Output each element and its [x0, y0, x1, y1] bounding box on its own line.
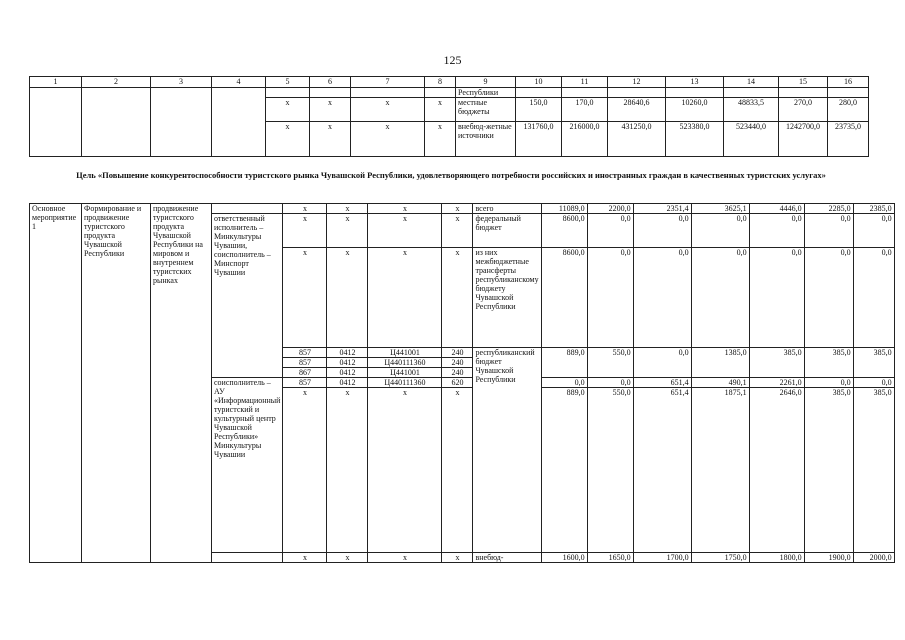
- value-cell: 2385,0: [853, 204, 894, 214]
- value-cell: 385,0: [853, 348, 894, 378]
- value-cell: 651,4: [633, 378, 691, 388]
- cell: 0412: [327, 378, 368, 388]
- value-cell: 0,0: [541, 378, 587, 388]
- value-cell: 280,0: [828, 98, 869, 122]
- value-cell: 28640,6: [608, 98, 666, 122]
- value-cell: 1700,0: [633, 553, 691, 563]
- cell: х: [266, 98, 310, 122]
- cell: х: [442, 553, 473, 563]
- cell: х: [310, 122, 351, 157]
- cell: х: [425, 122, 456, 157]
- value-cell: 1900,0: [804, 553, 853, 563]
- value-cell: 216000,0: [562, 122, 608, 157]
- cell: Ц441001: [368, 368, 442, 378]
- value-cell: 651,4: [633, 388, 691, 553]
- cell: х: [327, 553, 368, 563]
- value-cell: 4446,0: [749, 204, 804, 214]
- source-label: из них межбюджетные трансферты республиканскому бюджету Чувашской Республики: [473, 248, 541, 348]
- activity-description: продвижение туристского продукта Чувашской Республики на мировом и внутреннем туристских рынках: [151, 204, 212, 563]
- value-cell: 1650,0: [587, 553, 633, 563]
- value-cell: 550,0: [587, 348, 633, 378]
- value-cell: 2000,0: [853, 553, 894, 563]
- header-cell: 11: [562, 77, 608, 88]
- table-row: [30, 204, 895, 214]
- cell: х: [283, 388, 327, 553]
- cell: х: [425, 98, 456, 122]
- cell: 240: [442, 348, 473, 358]
- cell: х: [368, 248, 442, 348]
- value-cell: 0,0: [587, 248, 633, 348]
- value-cell: 385,0: [804, 348, 853, 378]
- table-row: [30, 88, 869, 98]
- value-cell: 2285,0: [804, 204, 853, 214]
- value-cell: 385,0: [804, 388, 853, 553]
- cell: х: [327, 204, 368, 214]
- header-cell: 3: [151, 77, 212, 88]
- activity-title: Формирование и продвижение туристского продукта Чувашской Республики: [82, 204, 151, 563]
- cell: х: [368, 204, 442, 214]
- source-label: внебюд-: [473, 553, 541, 563]
- cell: х: [283, 214, 327, 248]
- value-cell: 48833,5: [724, 98, 779, 122]
- value-cell: 0,0: [749, 214, 804, 248]
- source-label: местные бюджеты: [456, 98, 516, 122]
- header-cell: 15: [779, 77, 828, 88]
- header-cell: 9: [456, 77, 516, 88]
- value-cell: 0,0: [749, 248, 804, 348]
- header-cell: 1: [30, 77, 82, 88]
- cell: 867: [283, 368, 327, 378]
- header-cell: 14: [724, 77, 779, 88]
- cell: х: [283, 204, 327, 214]
- cell: х: [442, 214, 473, 248]
- value-cell: 0,0: [587, 378, 633, 388]
- value-cell: 385,0: [749, 348, 804, 378]
- value-cell: 2646,0: [749, 388, 804, 553]
- cell: Ц440111360: [368, 378, 442, 388]
- cell: х: [266, 122, 310, 157]
- cell: х: [368, 214, 442, 248]
- value-cell: 170,0: [562, 98, 608, 122]
- co-executor: соисполнитель – АУ «Информационный туристский и культурный центр Чувашской Республики» Минкультуры Чувашии: [212, 378, 283, 553]
- responsible-executor: ответственный исполнитель – Минкультуры Чувашии, соисполнитель – Минспорт Чувашии: [212, 214, 283, 378]
- value-cell: 0,0: [691, 214, 749, 248]
- cell: х: [327, 248, 368, 348]
- cell: Ц441001: [368, 348, 442, 358]
- value-cell: 1800,0: [749, 553, 804, 563]
- value-cell: 2351,4: [633, 204, 691, 214]
- value-cell: 23735,0: [828, 122, 869, 157]
- cell: х: [442, 248, 473, 348]
- header-cell: 5: [266, 77, 310, 88]
- cell: х: [351, 98, 425, 122]
- header-cell: 13: [666, 77, 724, 88]
- value-cell: 11089,0: [541, 204, 587, 214]
- value-cell: 0,0: [804, 378, 853, 388]
- header-cell: 16: [828, 77, 869, 88]
- value-cell: 0,0: [853, 378, 894, 388]
- value-cell: 2200,0: [587, 204, 633, 214]
- value-cell: 889,0: [541, 348, 587, 378]
- value-cell: 431250,0: [608, 122, 666, 157]
- cell: 0412: [327, 358, 368, 368]
- header-cell: 7: [351, 77, 425, 88]
- header-row: [30, 77, 869, 88]
- value-cell: 8600,0: [541, 248, 587, 348]
- value-cell: 0,0: [587, 214, 633, 248]
- source-label: всего: [473, 204, 541, 214]
- value-cell: 523380,0: [666, 122, 724, 157]
- source-label: внебюд-жетные источники: [456, 122, 516, 157]
- value-cell: 131760,0: [516, 122, 562, 157]
- header-cell: 2: [82, 77, 151, 88]
- value-cell: 0,0: [633, 348, 691, 378]
- cell: Ц440111360: [368, 358, 442, 368]
- value-cell: 270,0: [779, 98, 828, 122]
- value-cell: 0,0: [633, 214, 691, 248]
- budget-table-main: [29, 203, 895, 563]
- goal-heading: Цель «Повышение конкурентоспособности туристского рынка Чувашской Республики, удовлетворяющего потребности российских и иностранных граждан в качественных туристских услугах»: [76, 170, 826, 180]
- cell: 0412: [327, 348, 368, 358]
- cell: 0412: [327, 368, 368, 378]
- header-cell: 8: [425, 77, 456, 88]
- source-label: республиканский бюджет Чувашской Республики: [473, 348, 541, 553]
- value-cell: 1242700,0: [779, 122, 828, 157]
- value-cell: 0,0: [804, 248, 853, 348]
- value-cell: 889,0: [541, 388, 587, 553]
- cell: 240: [442, 358, 473, 368]
- cell: х: [310, 98, 351, 122]
- cell: х: [283, 248, 327, 348]
- value-cell: 1875,1: [691, 388, 749, 553]
- cell: 620: [442, 378, 473, 388]
- cell: 857: [283, 378, 327, 388]
- source-label: Республики: [456, 88, 516, 98]
- value-cell: 1750,0: [691, 553, 749, 563]
- cell: х: [368, 388, 442, 553]
- cell: х: [327, 214, 368, 248]
- value-cell: 523440,0: [724, 122, 779, 157]
- cell: х: [442, 204, 473, 214]
- page-number: 125: [443, 53, 462, 67]
- value-cell: 3625,1: [691, 204, 749, 214]
- value-cell: 10260,0: [666, 98, 724, 122]
- header-cell: 6: [310, 77, 351, 88]
- header-cell: 4: [212, 77, 266, 88]
- value-cell: 150,0: [516, 98, 562, 122]
- cell: х: [351, 122, 425, 157]
- budget-table-top: [29, 76, 869, 157]
- value-cell: 8600,0: [541, 214, 587, 248]
- value-cell: 385,0: [853, 388, 894, 553]
- cell: 857: [283, 358, 327, 368]
- cell: х: [442, 388, 473, 553]
- value-cell: 0,0: [633, 248, 691, 348]
- value-cell: 0,0: [853, 214, 894, 248]
- cell: 857: [283, 348, 327, 358]
- value-cell: 0,0: [691, 248, 749, 348]
- value-cell: 0,0: [804, 214, 853, 248]
- cell: х: [327, 388, 368, 553]
- cell: 240: [442, 368, 473, 378]
- activity-name: Основное мероприятие 1: [30, 204, 82, 563]
- value-cell: 1600,0: [541, 553, 587, 563]
- value-cell: 0,0: [853, 248, 894, 348]
- source-label: федеральный бюджет: [473, 214, 541, 248]
- cell: х: [283, 553, 327, 563]
- cell: х: [368, 553, 442, 563]
- value-cell: 550,0: [587, 388, 633, 553]
- header-cell: 10: [516, 77, 562, 88]
- header-cell: 12: [608, 77, 666, 88]
- value-cell: 1385,0: [691, 348, 749, 378]
- value-cell: 490,1: [691, 378, 749, 388]
- value-cell: 2261,0: [749, 378, 804, 388]
